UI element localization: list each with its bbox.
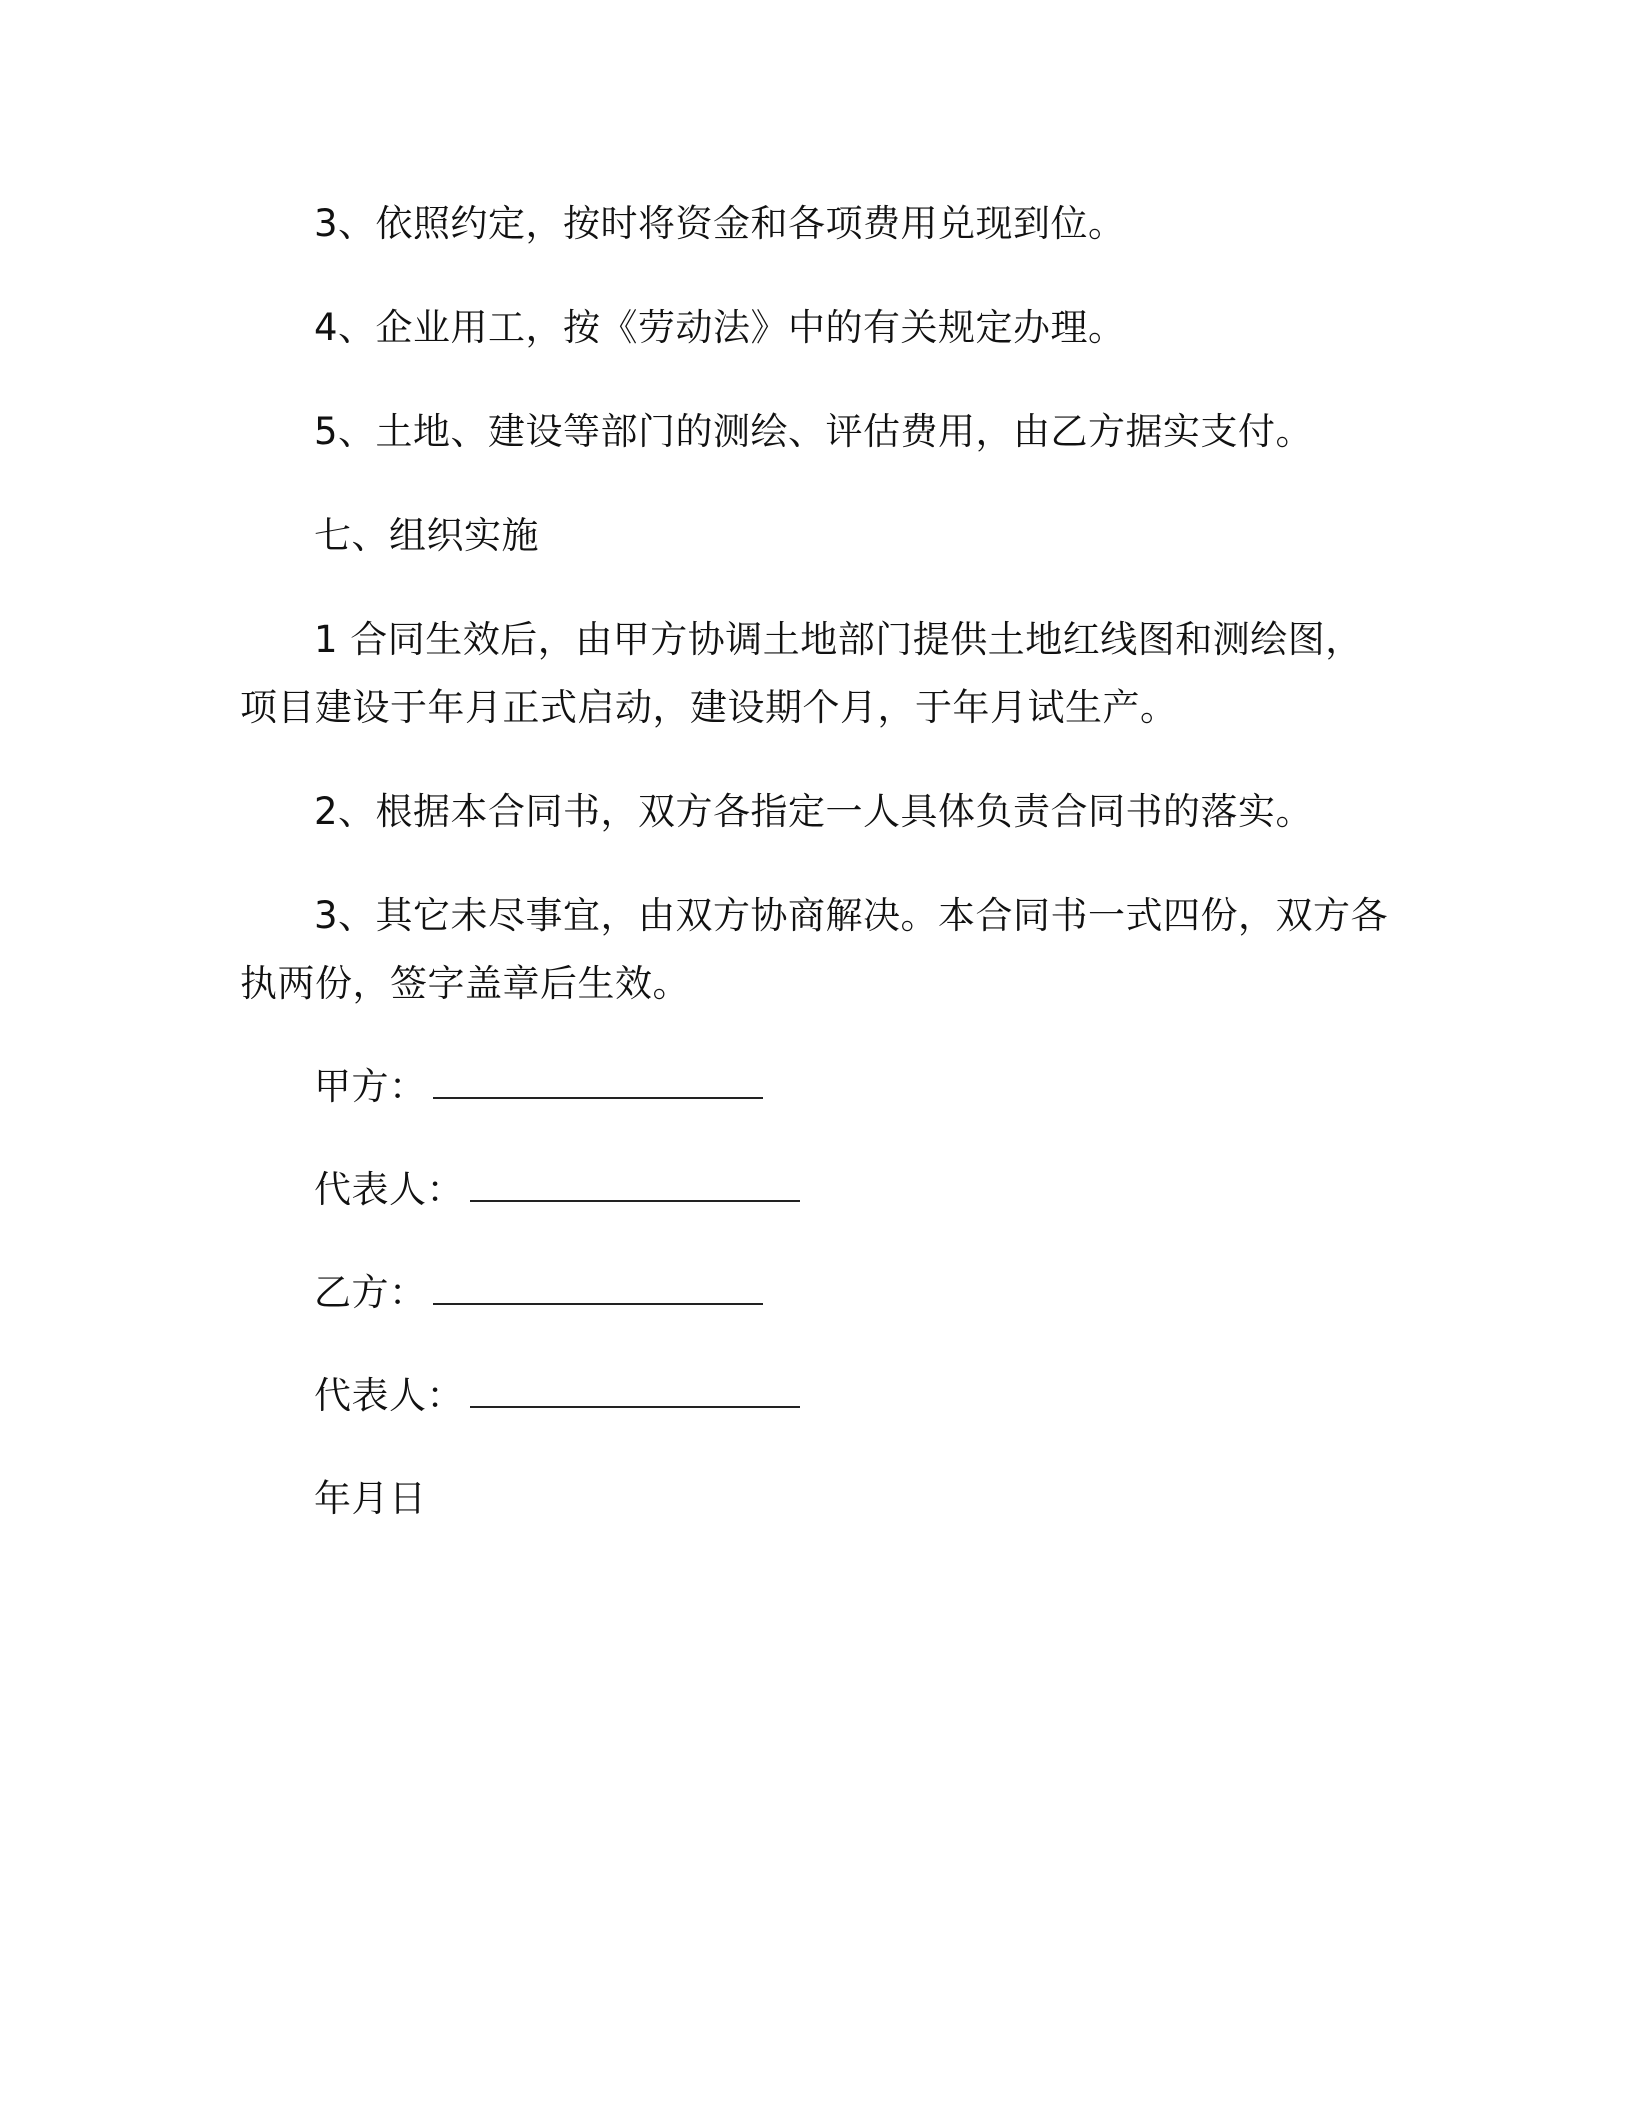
signature-date-label: 年月日 xyxy=(314,1477,427,1520)
signature-party-a-line xyxy=(433,1059,763,1099)
clause-4-labor: 4、企业用工，按《劳动法》中的有关规定办理。 xyxy=(314,306,1126,349)
signature-party-a-rep-label: 代表人： xyxy=(314,1168,464,1211)
signature-party-b xyxy=(240,1259,1392,1327)
document-body xyxy=(240,190,1392,1533)
implementation-clause-3: 3、其它未尽事宜，由双方协商解决。本合同书一式四份，双方各执两份，签字盖章后生效。 xyxy=(240,894,1389,1005)
signature-party-b-rep-line xyxy=(470,1368,800,1408)
signature-party-a-rep-line xyxy=(470,1162,800,1202)
implementation-clause-2: 2、根据本合同书，双方各指定一人具体负责合同书的落实。 xyxy=(314,790,1314,833)
section-heading-implementation: 七、组织实施 xyxy=(314,514,539,557)
clause-3-funding: 3、依照约定，按时将资金和各项费用兑现到位。 xyxy=(314,202,1126,245)
signature-party-a-representative xyxy=(240,1156,1392,1224)
signature-party-b-label: 乙方： xyxy=(314,1271,427,1314)
implementation-clause-1: 1 合同生效后，由甲方协调土地部门提供土地红线图和测绘图，项目建设于年月正式启动，建设期个月，于年月试生产。 xyxy=(240,618,1363,729)
clause-5-survey-fees: 5、土地、建设等部门的测绘、评估费用，由乙方据实支付。 xyxy=(314,410,1314,453)
signature-party-b-rep-label: 代表人： xyxy=(314,1374,464,1417)
signature-party-b-line xyxy=(433,1265,763,1305)
signature-party-a xyxy=(240,1053,1392,1121)
signature-party-a-label: 甲方： xyxy=(314,1065,427,1108)
signature-date xyxy=(240,1465,1392,1533)
signature-party-b-representative xyxy=(240,1362,1392,1430)
